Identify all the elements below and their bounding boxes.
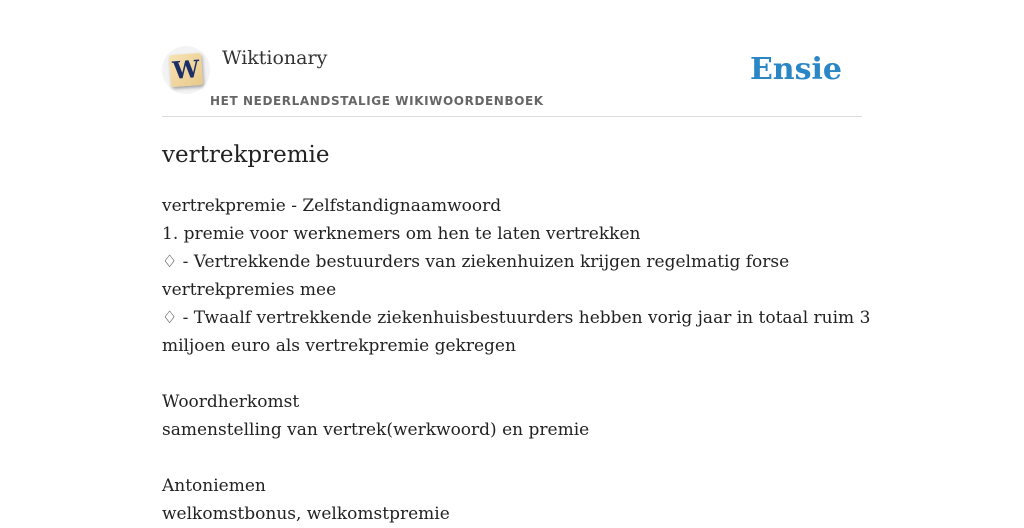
example-1-line-2: vertrekpremies mee [162,280,337,300]
example-1-line-1: ♢ - Vertrekkende bestuurders van ziekenhuizen krijgen regelmatig forse [162,252,790,272]
ensie-brand-link[interactable]: Ensie [749,52,842,87]
etymology-text: samenstelling van vertrek(werkwoord) en premie [162,420,590,440]
spacer [162,360,872,388]
definition-header: vertrekpremie - Zelfstandignaamwoord [162,196,502,216]
definition-text: 1. premie voor werknemers om hen te laten vertrekken [162,224,641,244]
page [162,0,871,524]
site-name[interactable]: Wiktionary [222,47,328,69]
logo-letter: W [171,54,201,85]
site-tagline: HET NEDERLANDSTALIGE WIKIWOORDENBOEK [210,94,544,108]
wiktionary-logo-icon[interactable] [162,46,210,94]
page-title: vertrekpremie [162,142,330,168]
antonyms-heading: Antoniemen [162,476,266,496]
example-2-line-2: miljoen euro als vertrekpremie gekregen [162,336,516,356]
spacer [162,444,872,472]
antonyms-text: welkomstbonus, welkomstpremie [162,504,450,524]
example-2-line-1: ♢ - Twaalf vertrekkende ziekenhuisbestuurders hebben vorig jaar in totaal ruim 3 [162,308,871,328]
etymology-heading: Woordherkomst [162,392,300,412]
logo-tile [169,53,203,87]
entry-body [162,192,872,528]
site-header [162,0,862,117]
